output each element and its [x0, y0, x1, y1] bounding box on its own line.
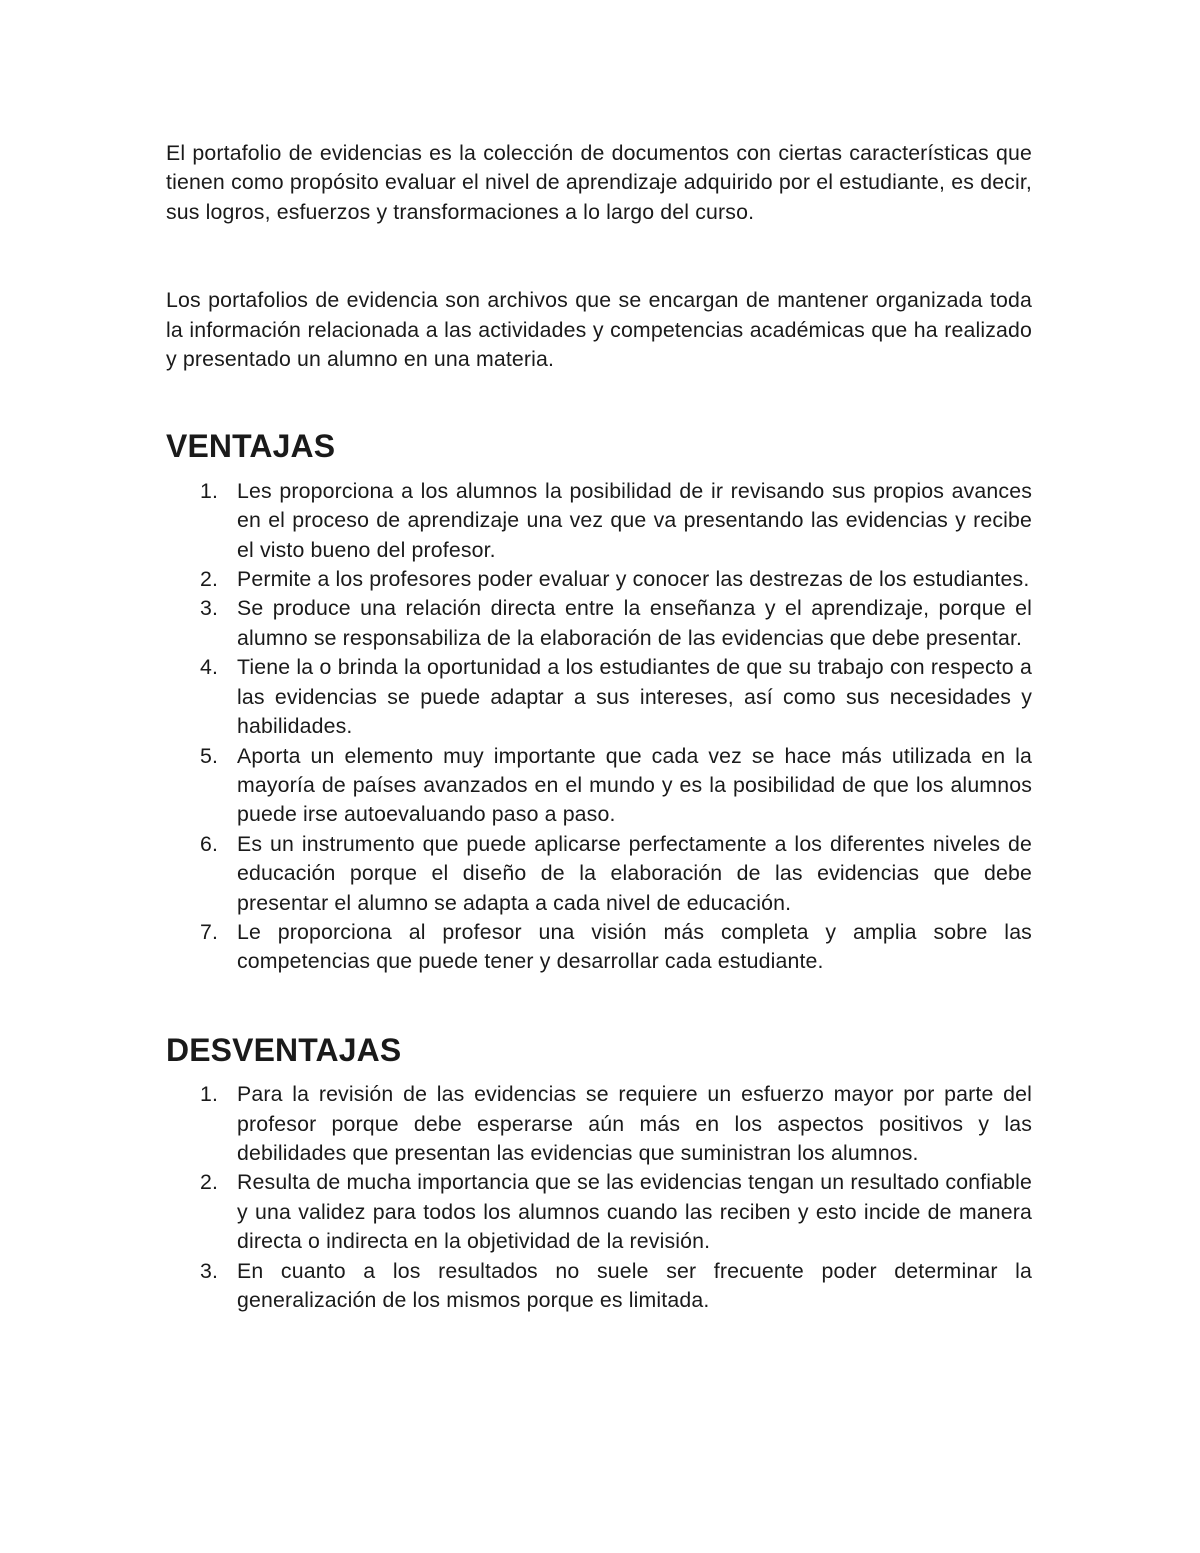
list-item	[166, 565, 1032, 594]
list-item-text: Se produce una relación directa entre la enseñanza y el aprendizaje, porque el alumno se responsabiliza de la elaboración de las evidencias que debe presentar.	[237, 596, 1032, 650]
document-body	[166, 139, 1032, 1315]
list-item-text: En cuanto a los resultados no suele ser frecuente poder determinar la generalización de los mismos porque es limitada.	[237, 1258, 1032, 1312]
list-item	[166, 1168, 1032, 1256]
list-number: 2.	[200, 567, 219, 592]
list-number: 3.	[200, 1258, 219, 1283]
ventajas-heading: VENTAJAS	[166, 428, 336, 465]
list-item	[166, 1080, 1032, 1168]
desventajas-heading: DESVENTAJAS	[166, 1031, 402, 1068]
list-item	[166, 477, 1032, 565]
intro-paragraph: El portafolio de evidencias es la colección de documentos con ciertas características que tienen como propósito evaluar el nivel de aprendizaje adquirido por el estudiante, es decir, sus logros, esfuerzos y transformaciones a lo largo del curso.	[166, 141, 1032, 224]
list-number: 4.	[200, 655, 219, 680]
list-item-text: Para la revisión de las evidencias se requiere un esfuerzo mayor por parte del profesor porque debe esperarse aún más en los aspectos positivos y las debilidades que presentan las evidencias que suministran los alumnos.	[237, 1082, 1032, 1165]
list-item-text: Les proporciona a los alumnos la posibilidad de ir revisando sus propios avances en el proceso de aprendizaje una vez que va presentando las evidencias y recibe el visto bueno del profesor.	[237, 478, 1032, 562]
list-item	[166, 742, 1032, 830]
list-item	[166, 830, 1032, 918]
list-item	[166, 653, 1032, 741]
definition-paragraph: Los portafolios de evidencia son archivos que se encargan de mantener organizada toda la información relacionada a las actividades y competencias académicas que ha realizado y presentado un alumno en una materia.	[166, 288, 1032, 372]
list-item-text: Aporta un elemento muy importante que cada vez se hace más utilizada en la mayoría de países avanzados en el mundo y es la posibilidad de que los alumnos puede irse autoevaluando paso a paso.	[237, 743, 1032, 827]
list-item	[166, 1257, 1032, 1316]
list-item-text: Le proporciona al profesor una visión más completa y amplia sobre las competencias que puede tener y desarrollar cada estudiante.	[237, 919, 1032, 974]
ventajas-list	[166, 477, 1032, 977]
list-number: 7.	[200, 919, 219, 944]
list-item-text: Tiene la o brinda la oportunidad a los estudiantes de que su trabajo con respecto a las evidencias se puede adaptar a sus intereses, así como sus necesidades y habilidades.	[237, 655, 1032, 739]
list-number: 1.	[200, 478, 219, 503]
list-number: 3.	[200, 596, 219, 621]
list-item	[166, 918, 1032, 977]
list-item-text: Resulta de mucha importancia que se las evidencias tengan un resultado confiable y una validez para todos los alumnos cuando las reciben y esto incide de manera directa o indirecta en la objetividad de la revisión.	[237, 1170, 1032, 1254]
list-item	[166, 594, 1032, 653]
list-item-text: Permite a los profesores poder evaluar y conocer las destrezas de los estudiantes.	[237, 567, 1030, 592]
list-number: 5.	[200, 743, 219, 768]
list-number: 1.	[200, 1082, 219, 1107]
list-item-text: Es un instrumento que puede aplicarse perfectamente a los diferentes niveles de educación porque el diseño de la elaboración de las evidencias que debe presentar el alumno se adapta a cada nivel de educación.	[237, 831, 1032, 915]
list-number: 2.	[200, 1170, 219, 1195]
desventajas-list	[166, 1080, 1032, 1315]
list-number: 6.	[200, 831, 219, 856]
